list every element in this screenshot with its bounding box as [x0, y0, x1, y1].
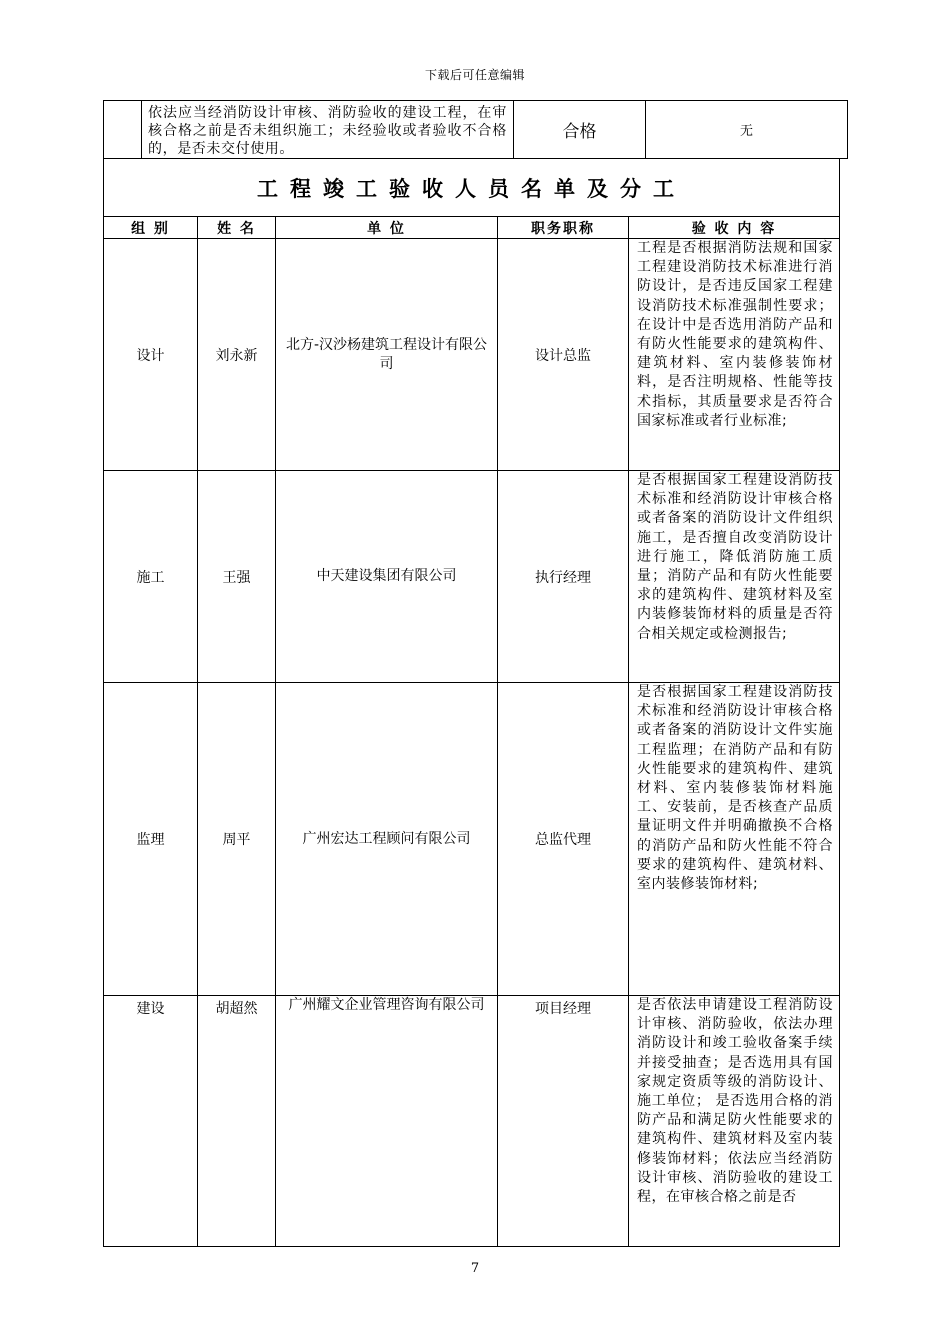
column-header-content: 验 收 内 容 — [629, 217, 840, 239]
requirement-text: 依法应当经消防设计审核、消防验收的建设工程，在审核合格之前是否未组织施工；未经验收或者验收不合格的，是否未交付使用。 — [142, 101, 514, 159]
name-cell: 周平 — [198, 683, 276, 996]
page-number: 7 — [470, 1261, 480, 1276]
title-cell: 总监代理 — [498, 683, 629, 996]
table-header-row — [104, 217, 840, 239]
table-row — [104, 683, 840, 996]
previous-table-continuation — [103, 100, 848, 159]
title-cell: 项目经理 — [498, 996, 629, 1247]
group-cell: 监理 — [104, 683, 198, 996]
table-row — [104, 471, 840, 683]
column-header-name: 姓 名 — [198, 217, 276, 239]
content-cell: 工程是否根据消防法规和国家工程建设消防技术标准进行消防设计，是否违反国家工程建设消防技术标准强制性要求；在设计中是否选用消防产品和有防火性能要求的建筑构件、建筑材料、室内装修装饰材料，是否注明规格、性能等技术指标，其质量要求是否符合国家标准或者行业标准; — [629, 239, 840, 471]
acceptance-personnel-table — [103, 158, 840, 1247]
column-header-unit: 单 位 — [276, 217, 498, 239]
content-cell: 是否依法申请建设工程消防设计审核、消防验收，依法办理消防设计和竣工验收备案手续并接受抽查；是否选用具有国家规定资质等级的消防设计、施工单位； 是否选用合格的消防产品和满足防火性能要求的建筑构件、建筑材料及室内装修装饰材料；依法应当经消防设计审核、消防验收的建设工程，在审核合格之前是否 — [629, 996, 840, 1247]
table-row — [104, 996, 840, 1247]
group-cell: 施工 — [104, 471, 198, 683]
table-row — [104, 239, 840, 471]
title-cell: 执行经理 — [498, 471, 629, 683]
unit-cell: 北方-汉沙杨建筑工程设计有限公司 — [276, 239, 498, 471]
name-cell: 刘永新 — [198, 239, 276, 471]
unit-cell: 广州耀文企业管理咨询有限公司 — [276, 996, 498, 1247]
content-cell: 是否根据国家工程建设消防技术标准和经消防设计审核合格或者备案的消防设计文件实施工程监理；在消防产品和有防火性能要求的建筑构件、建筑材料、室内装修装饰材料施工、安装前，是否核查产品质量证明文件并明确撤换不合格的消防产品和防火性能不符合要求的建筑构件、建筑材料、室内装修装饰材料; — [629, 683, 840, 996]
result-cell: 合格 — [514, 101, 646, 159]
column-header-title: 职务职称 — [498, 217, 629, 239]
group-cell: 设计 — [104, 239, 198, 471]
column-header-group: 组 别 — [104, 217, 198, 239]
content-cell: 是否根据国家工程建设消防技术标准和经消防设计审核合格或者备案的消防设计文件组织施工，是否擅自改变消防设计进行施工，降低消防施工质量；消防产品和有防火性能要求的建筑构件、建筑材料及室内装修装饰材料的质量是否符合相关规定或检测报告; — [629, 471, 840, 683]
table-title: 工程竣工验收人员名单及分工 — [104, 159, 840, 217]
group-cell: 建设 — [104, 996, 198, 1247]
remark-cell: 无 — [646, 101, 848, 159]
name-cell: 胡超然 — [198, 996, 276, 1247]
header-note: 下载后可任意编辑 — [424, 68, 525, 82]
unit-cell: 广州宏达工程顾问有限公司 — [276, 683, 498, 996]
empty-cell — [104, 101, 142, 159]
unit-cell: 中天建设集团有限公司 — [276, 471, 498, 683]
title-cell: 设计总监 — [498, 239, 629, 471]
name-cell: 王强 — [198, 471, 276, 683]
